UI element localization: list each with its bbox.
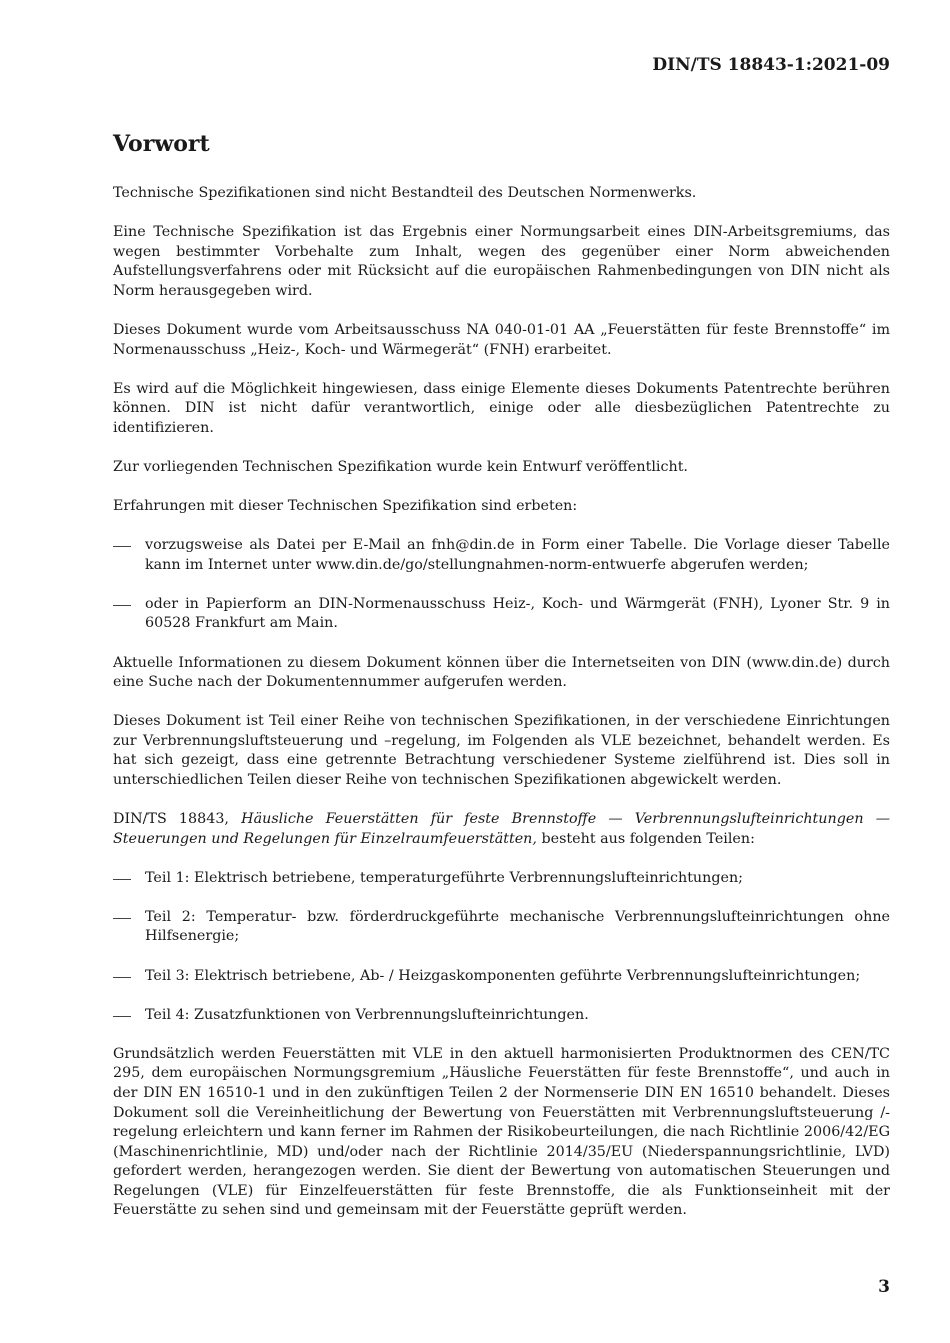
paragraph: Zur vorliegenden Technischen Spezifikation wurde kein Entwurf veröffentlicht. (113, 458, 688, 475)
list-item-text: Teil 4: Zusatzfunktionen von Verbrennungslufteinrichtungen. (145, 1006, 589, 1023)
dash-bullet (113, 879, 131, 880)
paragraph: Aktuelle Informationen zu diesem Dokument können über die Internetseiten von DIN (www.din.de) durch eine Suche nach der Dokumentennummer aufgerufen werden. (113, 654, 890, 691)
paragraph: Dieses Dokument wurde vom Arbeitsausschuss NA 040-01-01 AA „Feuerstätten für feste Brennstoffe“ im Normenausschuss „Heiz-, Koch- und Wärmegerät“ (FNH) erarbeitet. (113, 321, 890, 358)
list-item-text: Teil 1: Elektrisch betriebene, temperaturgeführte Verbrennungslufteinrichtungen; (145, 869, 743, 886)
list-item (113, 1006, 890, 1026)
series-title-italic: Häusliche Feuerstätten für feste Brennstoffe — Verbrennungslufteinrichtungen — Steuerungen und Regelungen für Einzelraumfeuerstätten, (113, 811, 890, 847)
list-item-text: vorzugsweise als Datei per E-Mail an fnh@din.de in Form einer Tabelle. Die Vorlage dieser Tabelle kann im Internet unter www.din.de/go/stellungnahmen-norm-entwuerfe abgerufen werden; (145, 537, 890, 573)
dash-bullet (113, 977, 131, 978)
paragraph: Dieses Dokument ist Teil einer Reihe von technischen Spezifikationen, in der verschiedene Einrichtungen zur Verbrennungsluftsteuerung und –regelung, im Folgenden als VLE bezeichnet, behandelt werden. Es hat sich gezeigt, dass eine getrennte Betrachtung verschiedener Systeme zielführend ist. Dies soll in unterschiedlichen Teilen dieser Reihe von technischen Spezifikationen abgewickelt werden. (113, 713, 890, 788)
dash-bullet (113, 1016, 131, 1017)
list-item (113, 908, 890, 947)
document-id: DIN/TS 18843-1:2021-09 (652, 55, 890, 75)
paragraph: Eine Technische Spezifikation ist das Ergebnis einer Normungsarbeit eines DIN-Arbeitsgremiums, das wegen bestimmter Vorbehalte zum Inhalt, wegen des gegenüber einer Norm abweichenden Aufstellungsverfahrens oder mit Rücksicht auf die europäischen Rahmenbedingungen von DIN nicht als Norm herausgegeben wird. (113, 224, 890, 299)
contact-list (113, 536, 890, 634)
list-item-text: Teil 2: Temperatur- bzw. förderdruckgeführte mechanische Verbrennungslufteinrichtungen ohne Hilfsenergie; (145, 908, 890, 945)
series-suffix: besteht aus folgenden Teilen: (536, 830, 755, 847)
dash-bullet (113, 546, 131, 547)
paragraph: Grundsätzlich werden Feuerstätten mit VLE in den aktuell harmonisierten Produktnormen des CEN/TC 295, dem europäischen Normungsgremium „Häusliche Feuerstätten für feste Brennstoffe“, und auch in der DIN EN 16510-1 und in den zukünftigen Teilen 2 der Normenserie DIN EN 16510 behandelt. Dieses Dokument soll die Vereinheitlichung der Bewertung von Feuerstätten mit Verbrennungsluftsteuerung /-regelung erleichtern und kann ferner im Rahmen der Risikobeurteilungen, die nach Richtlinie 2006/42/EG (Maschinenrichtlinie, MD) und/oder nach der Richtlinie 2014/35/EU (Niederspannungsrichtlinie, LVD) gefordert werden, herangezogen werden. Sie dient der Bewertung von automatischen Steuerungen und Regelungen (VLE) für Einzelfeuerstätten für feste Brennstoffe, die als Funktionseinheit mit der Feuerstätte zu sehen sind und gemeinsam mit der Feuerstätte geprüft werden. (113, 1045, 890, 1219)
section-title: Vorwort (113, 131, 210, 157)
list-item-text: oder in Papierform an DIN-Normenausschuss Heiz-, Koch- und Wärmgerät (FNH), Lyoner Str. 9 in 60528 Frankfurt am Main. (145, 595, 890, 632)
parts-list (113, 869, 890, 1025)
list-item (113, 967, 890, 987)
page-number: 3 (878, 1277, 890, 1297)
page-content (113, 130, 890, 1241)
list-item (113, 595, 890, 634)
list-item (113, 869, 890, 889)
paragraph: Technische Spezifikationen sind nicht Bestandteil des Deutschen Normenwerks. (113, 185, 697, 201)
dash-bullet (113, 918, 131, 919)
paragraph: Erfahrungen mit dieser Technischen Spezifikation sind erbeten: (113, 498, 578, 515)
paragraph: Es wird auf die Möglichkeit hingewiesen, dass einige Elemente dieses Dokuments Patentrechte berühren können. DIN ist nicht dafür verantwortlich, einige oder alle diesbezüglichen Patentrechte zu identifizieren. (113, 380, 890, 436)
dash-bullet (113, 605, 131, 606)
paragraph-series-title (113, 810, 890, 849)
list-item-text: Teil 3: Elektrisch betriebene, Ab- / Heizgaskomponenten geführte Verbrennungslufteinrichtungen; (145, 967, 861, 984)
list-item (113, 536, 890, 575)
series-prefix: DIN/TS 18843, (113, 811, 242, 828)
